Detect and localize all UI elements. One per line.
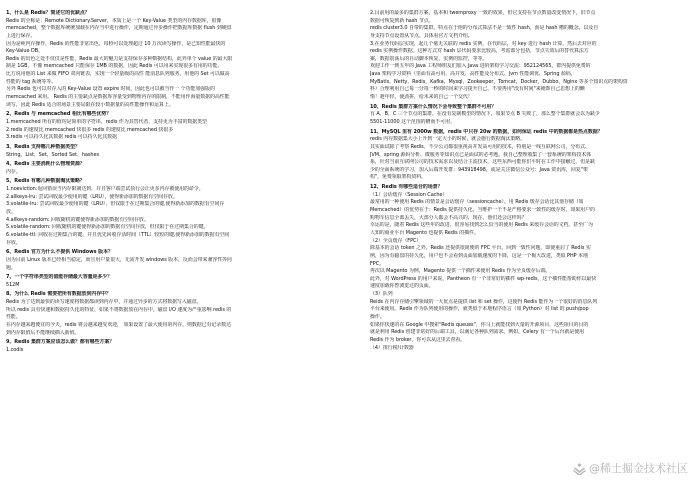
text-line: 2.目前用的最多的集群方案，基本和 twemproxy 一致的效果，但它支持在节点数量改变情况下，旧节点 xyxy=(370,10,596,16)
text-line: 速度加载你曾浏览过的页面。 xyxy=(370,283,434,290)
text-line: Reids 在内存存储引擎领域的一大优点是提供 list 和 set 操作，这使得 Redis 能作为一个很好的消息队列 xyxy=(370,298,598,305)
text-line: 512M xyxy=(6,281,20,288)
question-heading: 10、Redis 集群方案什么情况下会导致整个集群不可用？ xyxy=(370,103,497,110)
question-heading: 7、一个字符串类型的值能存储最大容量是多少？ xyxy=(6,274,113,281)
text-line: 制是 1GB，不像 memcached 只能保存 1MB 的数据，因此 Redis 可以用来实现很多有用的功能。 xyxy=(6,63,223,70)
text-line: Redis 的全称是：Remote Dictionary.Server，本质上是一个 Key-Value 类型的内存数据库，很像 xyxy=(6,17,222,24)
text-line: redis cluster3.0 自带的集群，特点在于他的分布式算法不是一致性 hash，而是 hash 槽的概念，以及自 xyxy=(370,25,599,32)
text-line: 题。 xyxy=(6,264,16,271)
document-page-right xyxy=(348,0,696,482)
text-line: 4.allkeys-random: 回收随机的键使得新添加的数据有空间存放。 xyxy=(6,216,149,223)
text-line: 2.redis 的速度比 memcached 快很多 redis 的速度比 memcached 快很多 xyxy=(6,126,174,133)
text-line: 幸运的是，随着 Redis 这些年的改进，很容易找到怎么恰当的使用 Redis 来缓存会话的文档。甚至广为 xyxy=(370,222,593,229)
question-heading: 3、Redis 支持哪几种数据类型？ xyxy=(6,143,80,150)
question-heading: 6、Redis 官方为什么不提供 Windows 版本？ xyxy=(6,249,113,256)
question-heading: 4、Redis 主要消耗什么物理资源？ xyxy=(6,161,85,168)
question-heading: 1、什么是 Redis？简述它的优缺点？ xyxy=(6,10,90,16)
text-line: 3.redis 可以持久化其数据 redis 可以持久化其数据 xyxy=(6,134,117,141)
text-line: 构"，免费领取架构资料。 xyxy=(370,174,426,181)
text-line: 购物车信息全部丢失，大部分人都会不高兴的，现在，他们还会这样吗？ xyxy=(370,214,527,221)
text-line: 所以 redis 具有快速和数据持久化的特征，如果不将数据放在内存中，磁盘 I/O 速度为严重影响 redis 的 xyxy=(6,306,232,313)
question-heading: 8、为什么 Redis 需要把所有数据放到内存中？ xyxy=(6,291,111,298)
text-line: 内存。 xyxy=(6,168,21,175)
text-line: 1.memcached 所有的值均是简单的字符串，redis 作为其替代者，支持更为丰富的数据类型 xyxy=(6,118,207,125)
text-line: 例，因为有磁盘的持久化，用户也不会看到页面加载速度的下降，这是一个极大改进，类似 PHP 本地 xyxy=(370,252,588,259)
text-line: （1）会话缓存（Session Cache） xyxy=(370,191,448,198)
text-line: 性能。 xyxy=(6,314,21,321)
text-line: 读写，因此 Redis 适合的场景主要局限在较小数据量的高性能操作和运算上。 xyxy=(6,101,174,108)
text-line: 2.allkeys-lru: 尝试回收最少使用的键（LRU），使得新添加的数据有空间存放。 xyxy=(6,193,178,200)
text-line: （3）队列 xyxy=(370,291,393,298)
text-line: Redis 作为 broker，你可以从这里去查看。 xyxy=(370,336,466,343)
text-line: 身支持节点设置从节点。具体看官方文档介绍。 xyxy=(370,32,473,39)
text-line: redis 内存数据集大小上升到一定大小的时候，就会施行数据淘汰策略。 xyxy=(370,136,526,143)
watermark-text: @稀土掘金技术社区 xyxy=(589,462,688,475)
text-line: Redis 的出色之处不仅仅是性能，Redis 最大的魅力是支持保存多种数据结构，此外单个 value 的最大限 xyxy=(6,55,233,62)
text-line: 就是利用 Redis 创建非常好的后端工具，以满足各种队列需求。例如，Celery 有一个后台就是使用 xyxy=(370,329,585,336)
text-line: 3.在业务代码层实现，起几个毫无关联的 redis 实例，在代码层，对 key 进行 hash 计算，然后去对应的 xyxy=(370,40,597,47)
question-heading: 12、Redis 有哪些适合的场景？ xyxy=(370,184,443,191)
text-line: 案，数据震荡后的自动脚本恢复，实例的监控，等等。 xyxy=(370,55,488,62)
text-line: 系，针对当前互联网公司的技术需求以及结合主流技术，这些东西可能你们平时在工作中接触过，但是缺 xyxy=(370,159,595,166)
text-line: 1.noeviction:返回错误当内存限制达到，并且客户端尝试执行会让更多内存被使用的命令。 xyxy=(6,186,204,193)
text-line: JVM、spring 源码分析、微服务等知识点已是面试的必考题。我自己整理收集了一套系统的架构技术体 xyxy=(370,151,592,158)
text-line: 1.codis xyxy=(6,346,24,353)
question-heading: 2、Redis 与 memcached 相比有哪些优势？ xyxy=(6,111,112,118)
text-line: Java 架构学习资料（里面有高可用、高并发、高性能及分布式、Jvm 性能调优、Spring 源码， xyxy=(370,71,576,78)
text-line: 人知的商业平台 Magento 也提供 Redis 的插件。 xyxy=(370,229,479,236)
text-line: 因为是纯内存操作，Redis 的性能非常出色，每秒可以处理超过 10 万次读写操作，是已知性能最快的 xyxy=(6,40,226,47)
text-line: 平台来使用。Redis 作为队列使用的操作，就类似于本地程序语言（如 Python）对 list 的 push/pop xyxy=(370,306,589,313)
question-heading: 5、Redis 有哪几种数据淘汰策略？ xyxy=(6,178,85,185)
text-line: 放。 xyxy=(6,209,16,216)
text-line: 少的全面系统的学习，加入后端开发群：943918498，或是关注微信公众号：Java 资讯库，回复"架 xyxy=(370,166,588,173)
text-line: 料）合理利用自己每一分每一秒的时间来学习提升自己，不要再用"没有时间"来掩饰自己思想上的懒 xyxy=(370,86,585,93)
text-line: 5501-11000 这个范围的槽而不可用。 xyxy=(370,118,455,125)
text-line: 此外，对 WordPress 的用户来说，Pantheon 有一个非常好的插件 wp-redis，这个插件能帮助你以最快 xyxy=(370,275,597,282)
text-line: Redis 为了达到最快的读写速度将数据都读到内存中，并通过异步的方式将数据写入磁盘。 xyxy=(6,299,202,306)
text-line: 惰！趁年轻，使劲拼，给未来的自己一个交代！ xyxy=(370,94,473,101)
text-line: 其实面试除了考察 Redis，不少公司都很重视高并发高可用的技术，特别是一线互联网公司，分布式、 xyxy=(370,143,590,150)
text-line: redis 实例操作数据。这种方式对 hash 层代码要求比较高，考虑部分包括，节点失效后的替代算法方 xyxy=(370,48,589,55)
text-line: 操作。 xyxy=(370,313,385,320)
juejin-logo-icon xyxy=(573,462,586,475)
text-line: memcached，整个数据库统统加载在内存当中进行操作，定期通过异步操作把数据库数据 flush 到硬盘 xyxy=(6,25,232,32)
text-line: 到内存限值后不能继续插入新值。 xyxy=(6,329,80,336)
question-heading: 11、MySQL 里有 2000w 数据，redis 中只存 20w 的数据，如何保证 redis 中的数据都是热点数据？ xyxy=(370,128,603,135)
text-line: 存放。 xyxy=(6,239,21,246)
text-line: 3.volatile-lru: 尝试回收最少使用的键（LRU），但仅限于在过期集合的键,使得新添加的数据有空间存 xyxy=(6,201,225,208)
text-line: FPC。 xyxy=(370,260,385,267)
text-line: 5.volatile-random: 回收随机的键使得新添加的数据有空间存放，但仅限于在过期集合的键。 xyxy=(6,224,209,231)
text-line: 6.volatile-ttl: 回收在过期集合的键，并且优先回收存活时间（TTL）较短的键,使得新添加的数据有空间 xyxy=(6,231,230,238)
text-line: 有 A，B，C 三个节点的集群，在没有复制模型的情况下，如果节点 B 失败了，那么整个集群就会以为缺少 xyxy=(370,111,600,118)
text-line: memcached 来用。 Redis 的主要缺点是数据库容量受到物理内存的限制，不能用作海量数据的高性能 xyxy=(6,94,230,101)
text-line: 性能的 tag 系统等等。 xyxy=(6,78,57,85)
text-line: 除基本的会话 token 之外，Redis 还提供很简便的 FPC 平台。回到一致性问题，即使重启了 Redis 实 xyxy=(370,245,591,252)
text-line: 再次以 Magento 为例，Magento 提供一个插件来使用 Redis 作为全页缓存后端。 xyxy=(370,268,551,275)
text-line: （2）全页缓存（FPC） xyxy=(370,237,422,244)
text-line: 欢迎工作一到五年的 Java 工程师朋友们加入 Java 进阶架构学习交流：952124565，群内提供免费的 xyxy=(370,63,591,70)
text-line: 如果你快速的在 Google 中搜索"Redis queues"，你马上就能找到大量的开源项目，这些项目的目的 xyxy=(370,321,589,328)
text-line: 在内存越来越便宜的今天，redis 将会越来越受欢迎， 如果设置了最大使用的内存，则数据已有记录数达 xyxy=(6,321,231,328)
text-line: （4）排行榜/计数器 xyxy=(370,344,414,351)
question-heading: 9、Redis 集群方案应该怎么做？都有哪些方案？ xyxy=(6,339,115,346)
text-line: 上进行保存。 xyxy=(6,32,36,39)
text-line: MyBatis，Netty，Redis，Kafka，Mysql，Zookeeper，Tomcat，Docker，Dubbo，Nginx 等多个知识点的架构资 xyxy=(370,78,628,85)
text-line: String、List、Set、Sorted Set、hashes xyxy=(6,151,100,158)
watermark xyxy=(573,460,688,476)
text-line: Memcached）的优势在于：Redis 提供持久化。当维护一个不是严格要求一致性的缓存时，如果用户的 xyxy=(370,207,595,214)
text-line: Key-Value DB。 xyxy=(6,48,43,55)
text-line: 另外 Redis 也可以对存入的 Key-Value 设置 expire 时间，因此也可以被当作一 个功能加强版的 xyxy=(6,86,215,93)
text-line: 最常用的一种使用 Redis 的情景是会话缓存（sessioncache）。用 Redis 缓存会话比其他存储（如 xyxy=(370,199,584,206)
text-line: 比方说用他的 List 来做 FIFO 双向链表，实现一个轻量级的高性 能消息队列服务，用他的 Set 可以做高 xyxy=(6,71,230,78)
text-line: 数据可恢复到新 hash 节点。 xyxy=(370,17,434,24)
text-line: 因为目前 Linux 版本已经相当稳定，而且用户量很大，无需开发 windows 版本，反而会带来兼容性等问 xyxy=(6,256,232,263)
